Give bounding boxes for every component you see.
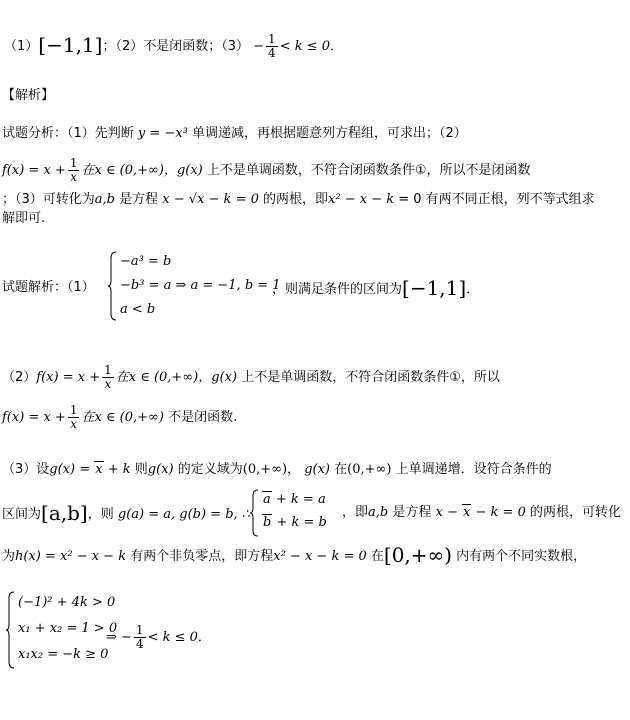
analysis-text: 的两根，即 bbox=[263, 192, 329, 207]
brace-icon bbox=[250, 488, 260, 538]
domain: 在x ∈ (0,+∞) bbox=[81, 163, 164, 178]
analysis-header: 【解析】 bbox=[2, 88, 55, 103]
solution-text: 是方程 bbox=[392, 505, 432, 520]
solution-text: 在 bbox=[334, 462, 348, 477]
system-row: −a³ = b bbox=[120, 254, 172, 269]
analysis-line-4: 解即可. bbox=[2, 211, 46, 226]
solution-line-4-left bbox=[2, 503, 250, 525]
domain: [0,+∞) bbox=[383, 543, 453, 567]
brace-icon bbox=[6, 590, 16, 670]
domain: (0,+∞) bbox=[347, 462, 392, 477]
final-end: ． bbox=[197, 630, 211, 645]
function-g: g(x) bbox=[147, 462, 174, 477]
system-row: x₁x₂ = −k ≥ 0 bbox=[18, 647, 109, 662]
solution-text: ，则满足条件的区间为 bbox=[272, 282, 403, 297]
analysis-text: 试题分析：（1）先判断 bbox=[2, 126, 134, 141]
solution-text: 不是闭函数. bbox=[168, 410, 238, 425]
fraction-1-over-x: $\frac{1}{x}$ bbox=[69, 156, 78, 184]
solution-text: 有两个非负零点，即方程 bbox=[130, 549, 274, 564]
solution-text: 在 bbox=[370, 549, 384, 564]
solution-line-5 bbox=[2, 545, 586, 567]
solution-text: 上不是单调函数，不符合闭函数条件①，所以 bbox=[241, 370, 500, 385]
function-g-def: g(x) = x + k bbox=[49, 462, 131, 477]
system-row: x₁ + x₂ = 1 > 0 bbox=[18, 621, 118, 636]
answer-end: ． bbox=[330, 39, 344, 54]
solution-line-1-tail bbox=[272, 278, 479, 300]
final-result bbox=[106, 624, 211, 651]
function-f: f(x) = x + bbox=[2, 163, 66, 178]
analysis-text: 上不是单调函数，不符合闭函数条件①，所以不是闭函数 bbox=[206, 163, 531, 178]
analysis-equation: y = −x³ bbox=[137, 126, 188, 141]
solution-text: （3）设 bbox=[2, 462, 50, 477]
function-f: f(x) = x + bbox=[2, 410, 66, 425]
analysis-line-2 bbox=[2, 157, 531, 184]
roots-ab: a,b bbox=[368, 505, 389, 520]
equation-system-1 bbox=[108, 250, 281, 322]
system-row: b + k = b bbox=[263, 515, 327, 530]
answer-part2-text: ；（2）不是闭函数；（3） bbox=[102, 39, 249, 54]
equation: x − √x − k = 0 bbox=[162, 192, 259, 207]
fraction-1-over-x: $\frac{1}{x}$ bbox=[104, 363, 112, 391]
equation: x − x − k = 0 bbox=[435, 505, 526, 520]
solution-line-2 bbox=[2, 364, 500, 391]
solution-text: 上单调递增．设符合条件的 bbox=[395, 462, 552, 477]
solution-text: 则 bbox=[134, 462, 148, 477]
system-row: (−1)² + 4k > 0 bbox=[18, 595, 116, 610]
function-g: ，g(x) bbox=[163, 163, 203, 178]
final-inequality: < k ≤ 0 bbox=[147, 630, 198, 645]
implies-arrow: ⇒ − bbox=[106, 630, 132, 645]
domain: (0,+∞) bbox=[242, 462, 288, 477]
solution-interval: [−1,1] bbox=[402, 276, 467, 300]
answer-part1-label: （1） bbox=[4, 39, 39, 54]
function-f: f(x) = x + bbox=[36, 370, 101, 385]
solution-text: ， bbox=[287, 462, 301, 477]
function-h: h(x) = x² − x − k bbox=[15, 549, 127, 564]
equation: x² − x − k bbox=[328, 192, 395, 207]
equation-system-2 bbox=[250, 488, 350, 538]
system-row: −b³ = a ⇒ a = −1, b = 1 bbox=[120, 278, 281, 293]
analysis-line-1 bbox=[2, 124, 467, 144]
domain: 在x ∈ (0,+∞) bbox=[81, 410, 164, 425]
solution-line-4-right bbox=[342, 503, 621, 523]
solution-text: 的定义域为 bbox=[177, 462, 243, 477]
answer-neg-sign: − bbox=[253, 39, 265, 54]
brace-icon bbox=[108, 250, 118, 322]
solution-text: ，即 bbox=[342, 505, 369, 520]
solution-text: 为 bbox=[2, 549, 16, 564]
fraction-1-over-x: $\frac{1}{x}$ bbox=[69, 403, 78, 431]
solution-text: ，则 bbox=[87, 507, 114, 522]
solution-label: 试题解析：（1） bbox=[2, 280, 95, 295]
analysis-text: ；（3）可转化为 bbox=[2, 192, 95, 207]
answer-inequality: < k ≤ 0 bbox=[279, 39, 331, 54]
equation: g(a) = a, g(b) = b, ∴ bbox=[117, 507, 251, 522]
solution-text: 内有两个不同实数根， bbox=[456, 549, 587, 564]
roots-ab: a,b bbox=[94, 192, 115, 207]
answer-interval: [−1,1] bbox=[38, 33, 103, 57]
interval-ab: [a,b] bbox=[41, 501, 88, 525]
final-fraction: $\frac{1}{4}$ bbox=[135, 623, 144, 651]
system-row: a + k = a bbox=[263, 492, 326, 507]
function-g: ，g(x) bbox=[198, 370, 238, 385]
answer-fraction: $\frac{1}{4}$ bbox=[268, 32, 276, 60]
function-g: g(x) bbox=[304, 462, 330, 477]
analysis-line-3 bbox=[2, 190, 595, 210]
answer-line bbox=[4, 33, 343, 60]
equation: x² − x − k = 0 bbox=[273, 549, 367, 564]
solution-line-3 bbox=[2, 460, 552, 480]
solution-text: 区间为 bbox=[2, 507, 42, 522]
solution-end: ． bbox=[466, 282, 480, 297]
system-row: a < b bbox=[120, 302, 156, 317]
domain: 在x ∈ (0,+∞) bbox=[115, 370, 199, 385]
analysis-text: 单调递减，再根据题意列方程组，可求出；（2） bbox=[192, 126, 467, 141]
solution-part2-label: （2） bbox=[2, 370, 37, 385]
solution-line-2b bbox=[2, 404, 237, 431]
solution-text: 的两根，可转化 bbox=[529, 505, 621, 520]
analysis-text: = 0 有两不同正根，列不等式组求 bbox=[398, 192, 595, 207]
analysis-text: 是方程 bbox=[119, 192, 159, 207]
